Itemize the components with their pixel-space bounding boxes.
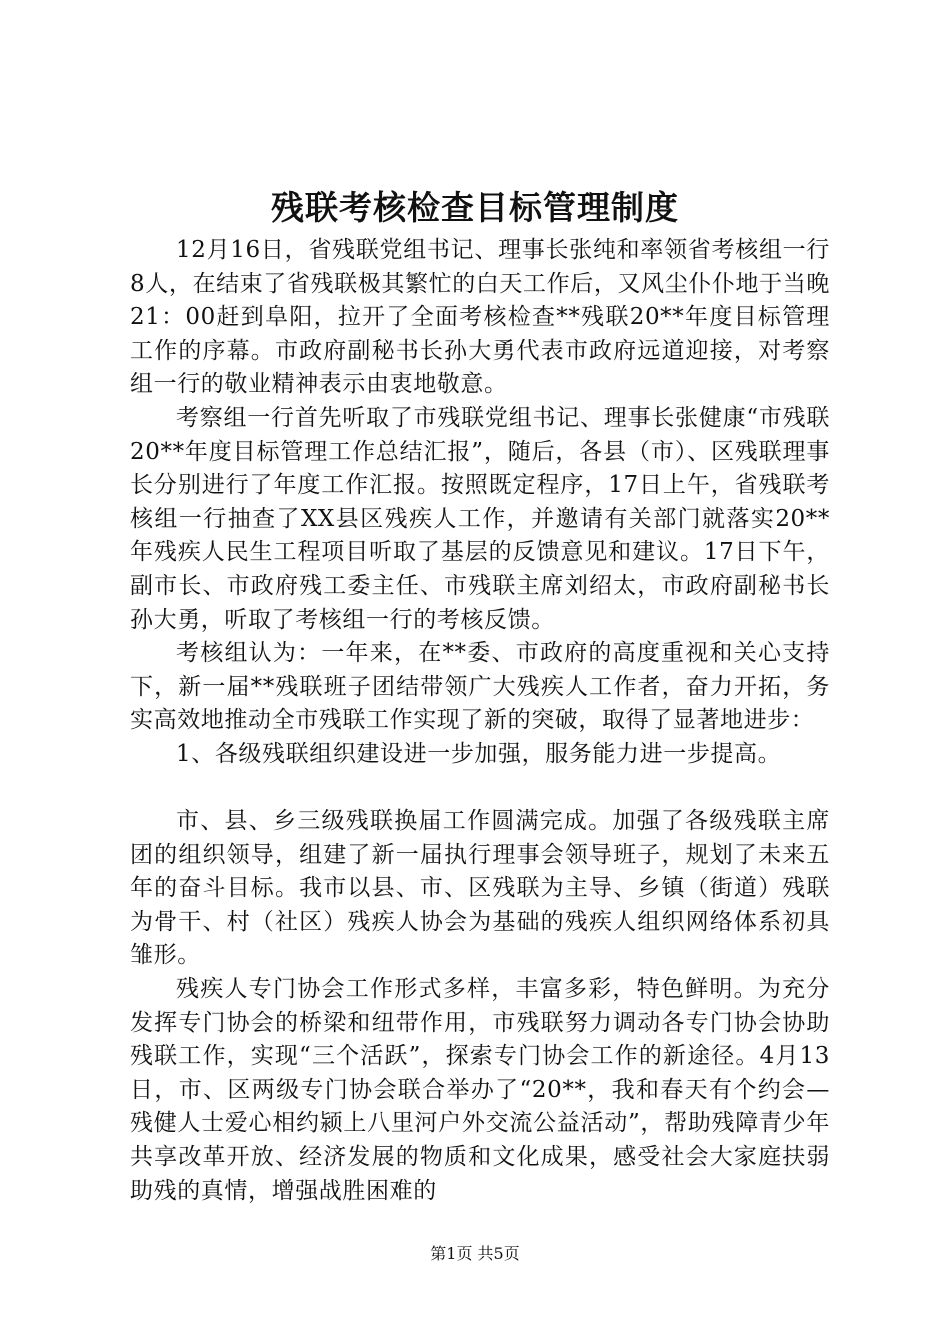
paragraph: 市、县、乡三级残联换届工作圆满完成。加强了各级残联主席团的组织领导，组建了新一届执行理事会领导班子，规划了未来五年的奋斗目标。我市以县、市、区残联为主导、乡镇（街道）残联为骨干、村（社区）残疾人协会为基础的残疾人组织网络体系初具雏形。 <box>130 808 830 969</box>
document-body <box>130 234 830 1208</box>
section-heading: 1、各级残联组织建设进一步加强，服务能力进一步提高。 <box>176 740 782 767</box>
paragraph: 残疾人专门协会工作形式多样，丰富多彩，特色鲜明。为充分发挥专门协会的桥梁和纽带作用，市残联努力调动各专门协会协助残联工作，实现“三个活跃”，探索专门协会工作的新途径。4月13日，市、区两级专门协会联合举办了“20**，我和春天有个约会—残健人士爱心相约颍上八里河户外交流公益活动”，帮助残障青少年共享改革开放、经济发展的物质和文化成果，感受社会大家庭扶弱助残的真情，增强战胜困难的 <box>130 976 830 1204</box>
paragraph: 考核组认为：一年来，在**委、市政府的高度重视和关心支持下，新一届**残联班子团结带领广大残疾人工作者，奋力开拓，务实高效地推动全市残联工作实现了新的突破，取得了显著地进步： <box>130 640 830 734</box>
document-title: 残联考核检查目标管理制度 <box>271 188 679 227</box>
paragraph: 12月16日，省残联党组书记、理事长张纯和率领省考核组一行8人，在结束了省残联极其繁忙的白天工作后，又风尘仆仆地于当晚21：00赶到阜阳，拉开了全面考核检查**残联20**年度目标管理工作的序幕。市政府副秘书长孙大勇代表市政府远道迎接，对考察组一行的敬业精神表示由衷地敬意。 <box>130 237 830 398</box>
paragraph: 考察组一行首先听取了市残联党组书记、理事长张健康“市残联20**年度目标管理工作总结汇报”，随后，各县（市）、区残联理事长分别进行了年度工作汇报。按照既定程序，17日上午，省残联考核组一行抽查了XX县区残疾人工作，并邀请有关部门就落实20**年残疾人民生工程项目听取了基层的反馈意见和建议。17日下午，副市长、市政府残工委主任、市残联主席刘绍太，市政府副秘书长孙大勇，听取了考核组一行的考核反馈。 <box>130 404 830 633</box>
page-footer: 第1页 共5页 <box>430 1244 520 1263</box>
